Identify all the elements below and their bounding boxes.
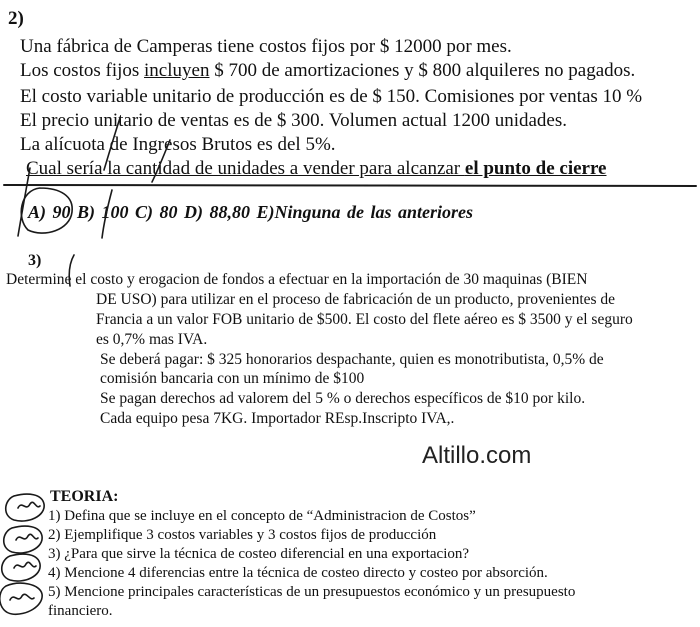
question-3-line: DE USO) para utilizar en el proceso de fabricación de un producto, provenientes de [96, 291, 616, 308]
theory-question: 5) Mencione principales características de un presupuestos económico y un presupuesto [48, 584, 576, 600]
question-2-line: El costo variable unitario de producción es de $ 150. Comisiones por ventas 10 % [20, 86, 643, 107]
question-3-line: comisión bancaria con un mínimo de $100 [100, 370, 365, 387]
margin-circle-mark [6, 494, 44, 521]
prompt-text: Cual sería la cantidad de unidades a vender para alcanzar [26, 158, 465, 179]
question-3-line: es 0,7% mas IVA. [96, 331, 208, 348]
handwritten-scribble [14, 562, 36, 568]
question-2-prompt [26, 158, 606, 180]
line-text: Los costos fijos [20, 60, 145, 81]
question-3-line: Determine el costo y erogacion de fondos a efectuar en la importación de 30 maquinas (BIEN [6, 271, 588, 288]
line-text: $ 700 de amortizaciones y $ 800 alquileres no pagados. [209, 60, 636, 81]
theory-title: TEORIA: [50, 488, 119, 505]
question-3-number: 3) [28, 252, 42, 269]
theory-question: 1) Defina que se incluye en el concepto de “Administracion de Costos” [48, 508, 476, 524]
underlined-word: incluyen [144, 60, 210, 81]
separator-pen-line [4, 185, 696, 186]
question-3-line: Francia a un valor FOB unitario de $500. El costo del flete aéreo es $ 3500 y el seguro [96, 311, 633, 328]
theory-question: 2) Ejemplifique 3 costos variables y 3 costos fijos de producción [48, 527, 437, 543]
handwritten-scribble [16, 534, 38, 540]
margin-circle-mark [0, 583, 42, 614]
question-3-line: Se pagan derechos ad valorem del 5 % o derechos específicos de $10 por kilo. [100, 390, 586, 407]
theory-question: financiero. [48, 603, 113, 619]
question-2-line: La alícuota de Ingresos Brutos es del 5%. [20, 134, 336, 155]
handwritten-scribble [18, 502, 40, 508]
question-3-line: Cada equipo pesa 7KG. Importador REsp.Inscripto IVA,. [100, 410, 455, 427]
watermark: Altillo.com [422, 442, 532, 469]
answer-options: A) 90 B) 100 C) 80 D) 88,80 E)Ninguna de las anteriores [28, 202, 474, 222]
margin-circle-mark [2, 554, 40, 581]
theory-question: 4) Mencione 4 diferencias entre la técnica de costeo directo y costeo por absorción. [48, 565, 548, 581]
handwritten-scribble [10, 594, 34, 600]
theory-question: 3) ¿Para que sirve la técnica de costeo diferencial en una exportacion? [48, 546, 470, 562]
question-2-line [20, 60, 635, 82]
question-3-line: Se deberá pagar: $ 325 honorarios despachante, quien es monotributista, 0,5% de [100, 351, 604, 368]
question-2-number: 2) [8, 8, 24, 29]
question-2-line: Una fábrica de Camperas tiene costos fijos por $ 12000 por mes. [20, 36, 512, 57]
question-2-line: El precio unitario de ventas es de $ 300. Volumen actual 1200 unidades. [20, 110, 568, 131]
prompt-bold-text: el punto de cierre [464, 158, 607, 179]
margin-circle-mark [4, 526, 42, 553]
